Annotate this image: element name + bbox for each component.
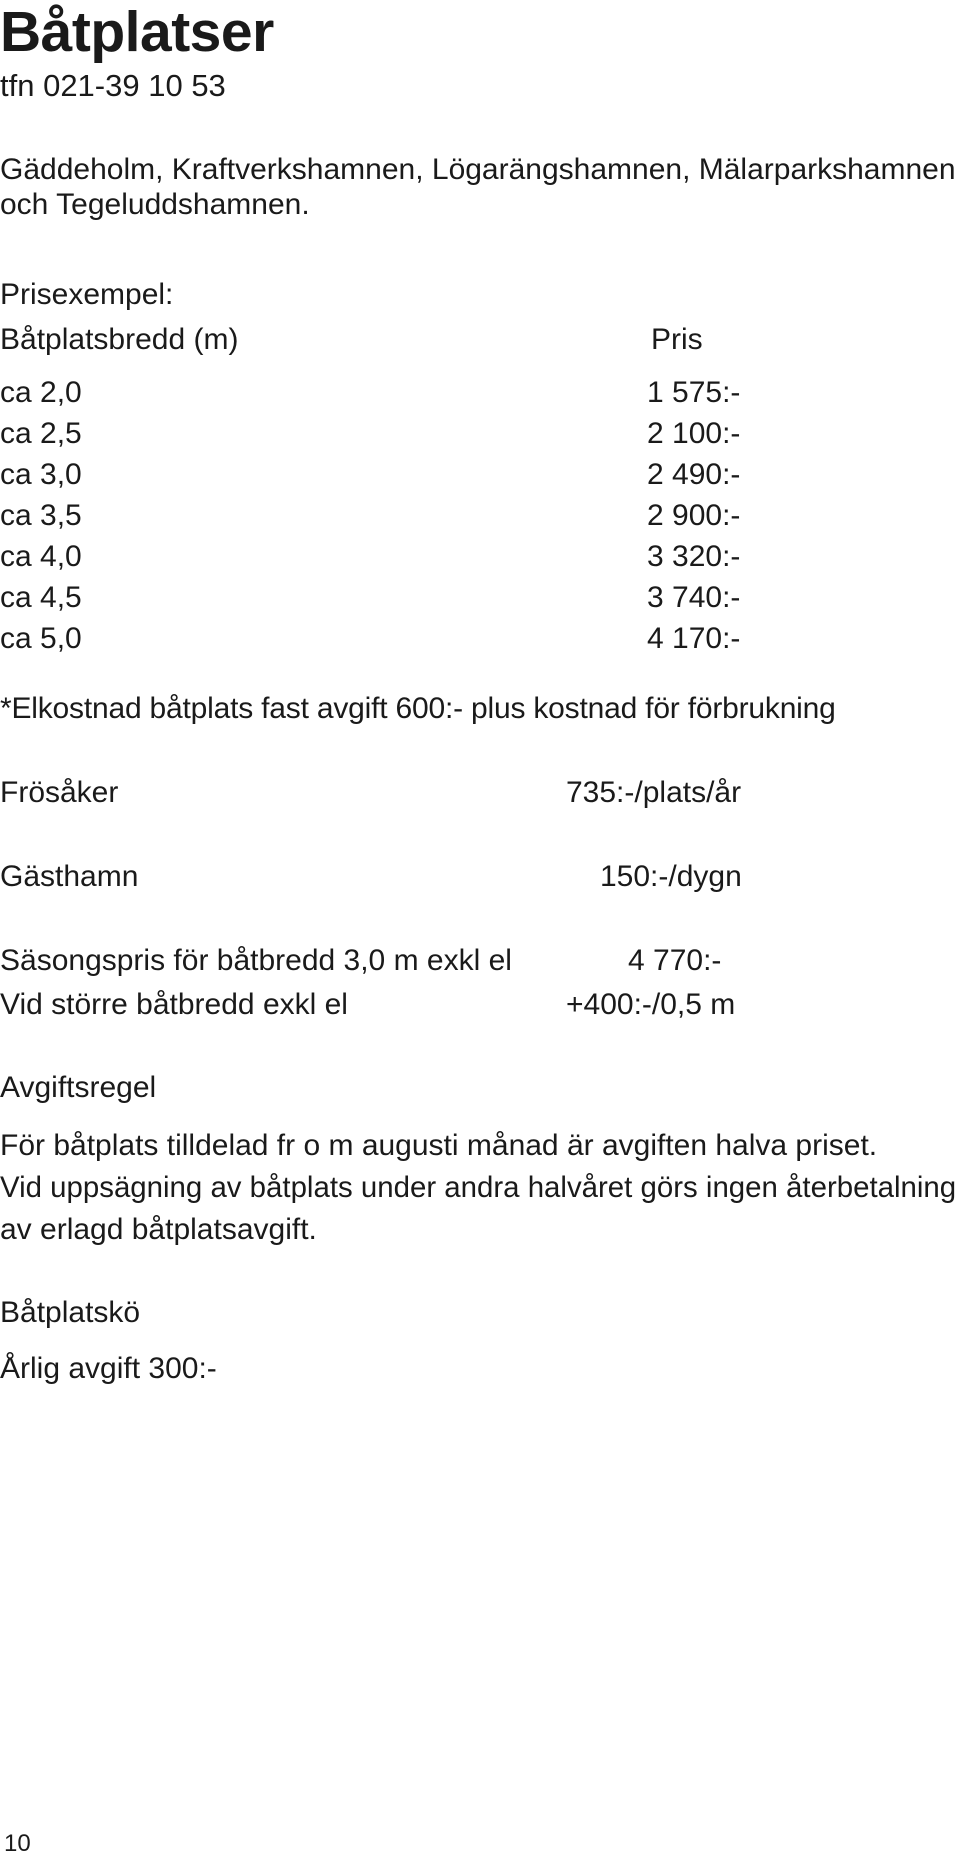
frosaker-price: 735:-/plats/år — [566, 776, 742, 809]
gasthamn-price: 150:-/dygn — [600, 860, 742, 893]
table-row-price: 3 740:- — [647, 581, 741, 614]
harbor-list-line-2: och Tegeluddshamnen. — [0, 188, 310, 221]
table-row-price: 1 575:- — [647, 376, 741, 409]
season-price-label: Säsongspris för båtbredd 3,0 m exkl el — [0, 944, 512, 977]
page-title: Båtplatser — [0, 0, 274, 64]
table-row-price: 2 900:- — [647, 499, 741, 532]
column-header-width: Båtplatsbredd (m) — [0, 323, 239, 356]
table-row-price: 2 100:- — [647, 417, 741, 450]
season-price-value: 4 770:- — [628, 944, 722, 977]
electricity-note: *Elkostnad båtplats fast avgift 600:- plus kostnad för förbrukning — [0, 692, 836, 725]
table-row-width: ca 3,0 — [0, 458, 82, 491]
larger-width-label: Vid större båtbredd exkl el — [0, 988, 348, 1021]
table-row-width: ca 3,5 — [0, 499, 82, 532]
price-example-heading: Prisexempel: — [0, 278, 174, 311]
table-row-width: ca 2,0 — [0, 376, 82, 409]
queue-fee: Årlig avgift 300:- — [0, 1352, 217, 1385]
table-row-width: ca 4,5 — [0, 581, 82, 614]
column-header-price: Pris — [651, 323, 703, 356]
table-row-price: 2 490:- — [647, 458, 741, 491]
fee-rule-line-3: av erlagd båtplatsavgift. — [0, 1213, 317, 1246]
larger-width-value: +400:-/0,5 m — [566, 988, 736, 1021]
frosaker-label: Frösåker — [0, 776, 119, 809]
gasthamn-label: Gästhamn — [0, 860, 139, 893]
fee-rule-heading: Avgiftsregel — [0, 1071, 157, 1104]
harbor-list-line-1: Gäddeholm, Kraftverkshamnen, Lögarängshamnen, Mälarparkshamnen — [0, 153, 956, 186]
fee-rule-line-2: Vid uppsägning av båtplats under andra halvåret görs ingen återbetalning — [0, 1171, 957, 1204]
table-row-price: 4 170:- — [647, 622, 741, 655]
table-row-width: ca 4,0 — [0, 540, 82, 573]
table-row-width: ca 5,0 — [0, 622, 82, 655]
page-number: 10 — [4, 1830, 31, 1857]
table-row-price: 3 320:- — [647, 540, 741, 573]
fee-rule-line-1: För båtplats tilldelad fr o m augusti månad är avgiften halva priset. — [0, 1129, 878, 1162]
phone-number: tfn 021-39 10 53 — [0, 68, 226, 103]
queue-heading: Båtplatskö — [0, 1296, 141, 1329]
table-row-width: ca 2,5 — [0, 417, 82, 450]
